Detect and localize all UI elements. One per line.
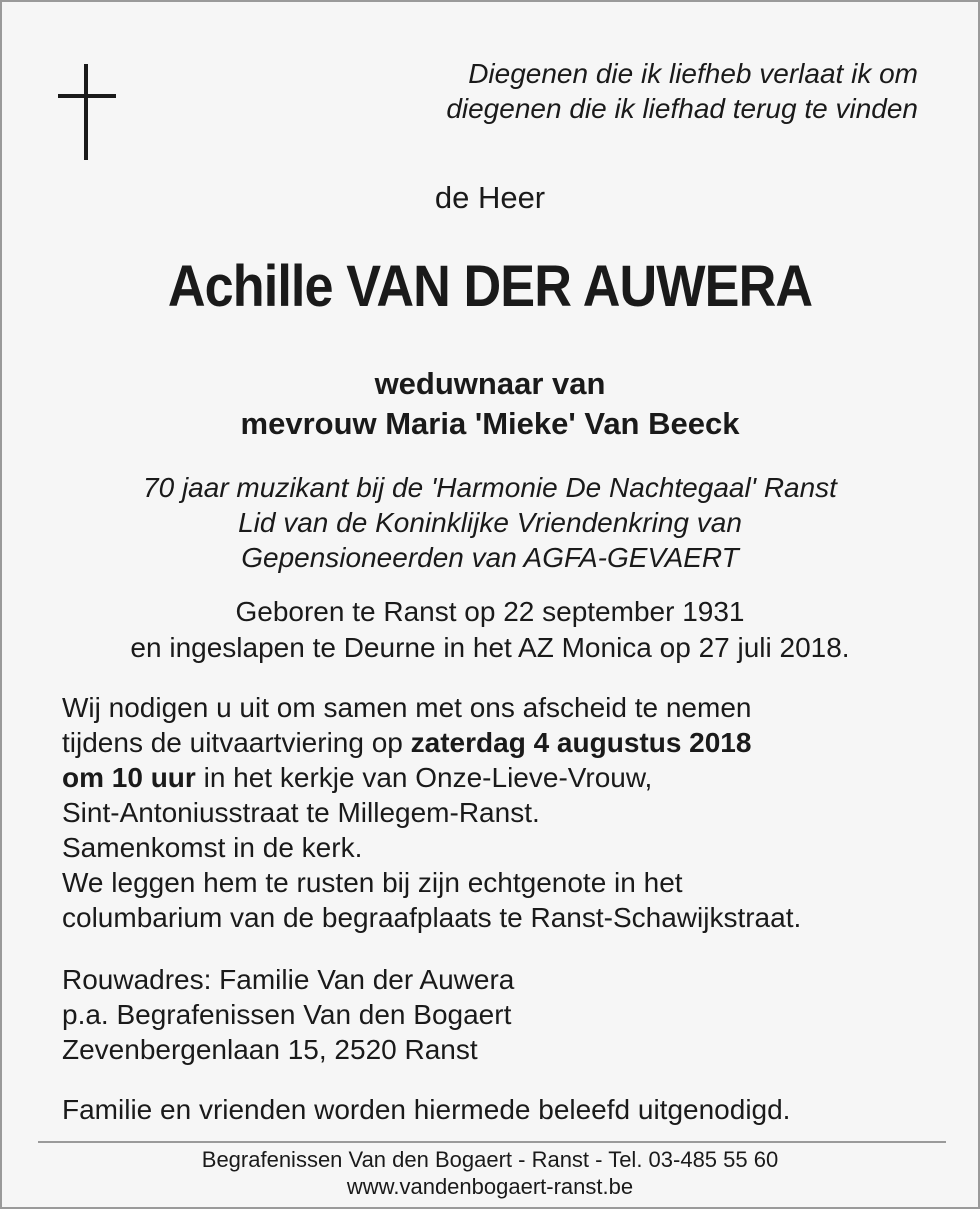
footer: [2, 1146, 978, 1200]
cross-icon: [58, 64, 116, 160]
invitation-text: in het kerkje van Onze-Lieve-Vrouw,: [195, 762, 653, 793]
merits: [2, 470, 978, 575]
invitation-line: Wij nodigen u uit om samen met ons afscheid te nemen: [62, 692, 752, 723]
invitation-line: Sint-Antoniusstraat te Millegem-Ranst.: [62, 797, 540, 828]
service-time: om 10 uur: [62, 762, 196, 793]
service-date: zaterdag 4 augustus 2018: [410, 727, 752, 758]
memorial-quote: [318, 56, 918, 126]
life-dates: [2, 594, 978, 666]
honorific: de Heer: [434, 180, 546, 215]
merit-line: 70 jaar muzikant bij de 'Harmonie De Nachtegaal' Ranst: [143, 472, 837, 503]
spouse-line: weduwnaar van: [374, 366, 606, 401]
deceased-name: Achille VAN DER AUWERA: [167, 254, 813, 319]
invitation-text: tijdens de uitvaartviering op: [62, 727, 411, 758]
address-line: Zevenbergenlaan 15, 2520 Ranst: [62, 1034, 478, 1065]
website-link[interactable]: www.vandenbogaert-ranst.be: [346, 1174, 634, 1199]
address-line: p.a. Begrafenissen Van den Bogaert: [62, 999, 512, 1030]
footer-divider: [38, 1141, 946, 1143]
spouse-info: [2, 364, 978, 444]
invitation-line: We leggen hem te rusten bij zijn echtgenote in het: [62, 867, 683, 898]
birth-line: Geboren te Ranst op 22 september 1931: [235, 596, 745, 627]
address-line: Rouwadres: Familie Van der Auwera: [62, 964, 515, 995]
quote-line: Diegenen die ik liefheb verlaat ik om: [468, 58, 918, 89]
invitation-line: [62, 725, 942, 760]
death-line: en ingeslapen te Deurne in het AZ Monica op 27 juli 2018.: [130, 632, 850, 663]
funeral-home-contact: Begrafenissen Van den Bogaert - Ranst - Tel. 03-485 55 60: [201, 1147, 779, 1172]
mourning-address: [62, 962, 942, 1067]
merit-line: Lid van de Koninklijke Vriendenkring van: [238, 507, 742, 538]
funeral-invitation: [62, 690, 942, 935]
invitation-line: Samenkomst in de kerk.: [62, 832, 363, 863]
merit-line: Gepensioneerden van AGFA-GEVAERT: [241, 542, 739, 573]
invitation-line: columbarium van de begraafplaats te Ranst-Schawijkstraat.: [62, 902, 802, 933]
quote-line: diegenen die ik liefhad terug te vinden: [446, 93, 918, 124]
closing-note: Familie en vrienden worden hiermede beleefd uitgenodigd.: [62, 1094, 791, 1125]
spouse-line: mevrouw Maria 'Mieke' Van Beeck: [240, 406, 740, 441]
invitation-line: [62, 760, 942, 795]
